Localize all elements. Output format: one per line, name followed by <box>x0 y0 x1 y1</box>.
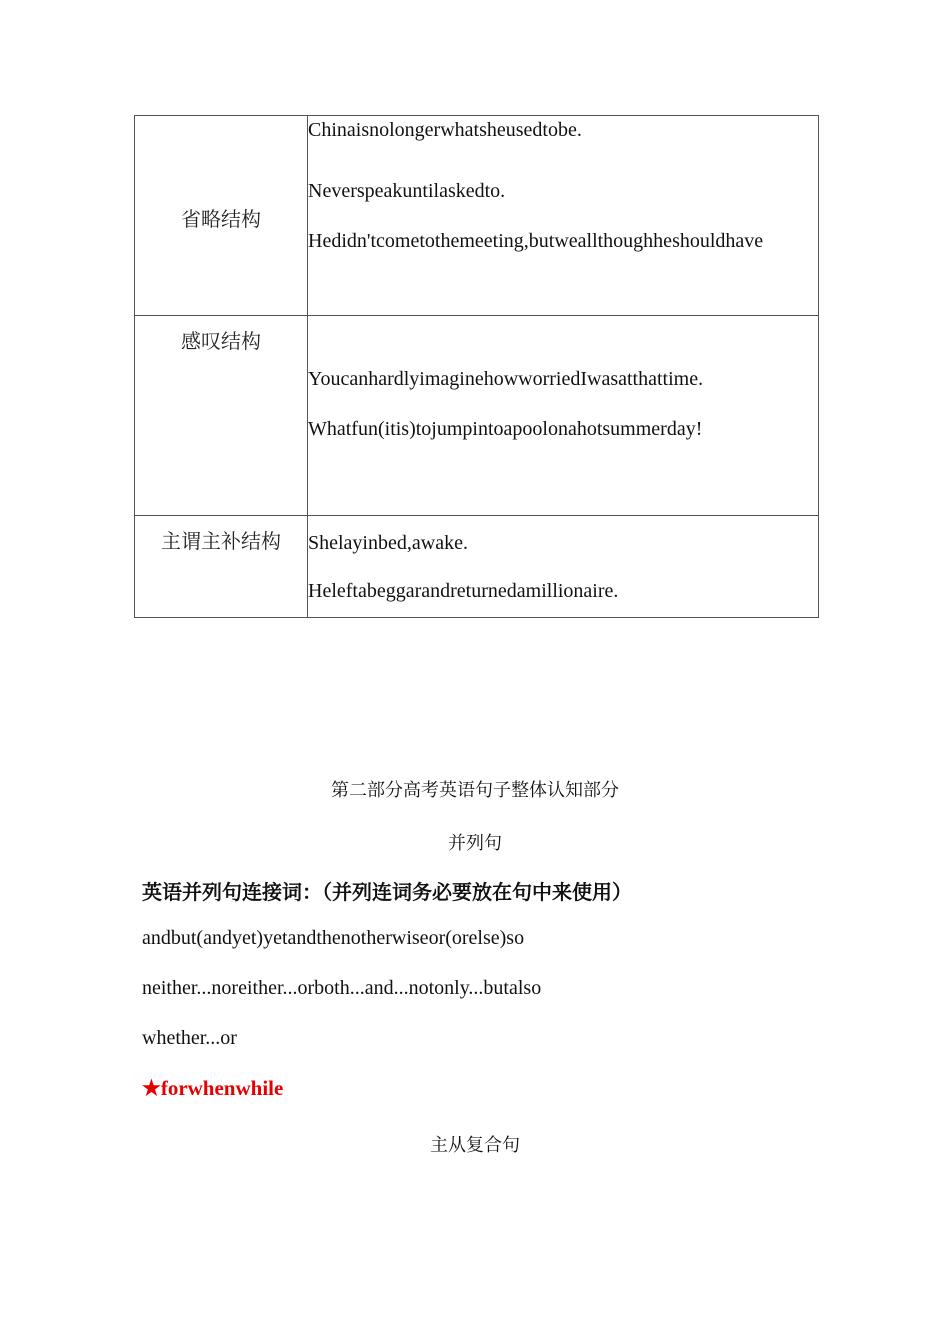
coordinate-sentence-heading: 并列句 <box>448 833 502 854</box>
example-sentence: Neverspeakuntilaskedto. <box>308 180 506 202</box>
star-icon: ★ <box>142 1076 161 1100</box>
table-row <box>135 516 819 618</box>
conjunction-line: andbut(andyet)yetandthenotherwiseor(orelse)so <box>142 927 525 949</box>
highlighted-conjunctions <box>142 1076 283 1101</box>
conjunction-intro: 英语并列句连接词：（并列连词务必要放在句中来使用） <box>142 880 632 904</box>
table-row <box>135 116 819 316</box>
sentence-structure-table <box>134 115 819 618</box>
example-sentence: Shelayinbed,awake. <box>308 532 468 554</box>
example-sentence: Hedidn'tcometothemeeting,butweallthoughheshouldhave <box>308 230 764 252</box>
complex-sentence-heading: 主从复合句 <box>430 1135 520 1156</box>
structure-label: 省略结构 <box>135 116 308 316</box>
example-sentence: Heleftabeggarandreturnedamillionaire. <box>308 580 619 602</box>
conjunction-line: whether...or <box>142 1027 237 1049</box>
conjunction-line: neither...noreither...orboth...and...notonly...butalso <box>142 977 542 999</box>
table-row <box>135 316 819 516</box>
section-title: 第二部分高考英语句子整体认知部分 <box>331 780 619 801</box>
structure-label: 主谓主补结构 <box>135 516 308 618</box>
highlight-text: forwhenwhile <box>160 1076 284 1100</box>
example-sentence: YoucanhardlyimaginehowworriedIwasatthattime. <box>308 368 704 390</box>
example-sentence: Whatfun(itis)tojumpintoapoolonahotsummerday! <box>308 418 703 440</box>
structure-examples <box>308 316 819 516</box>
structure-examples <box>308 516 819 618</box>
structure-examples <box>308 116 819 316</box>
structure-label: 感叹结构 <box>135 316 308 516</box>
example-sentence: Chinaisnolongerwhatsheusedtobe. <box>308 119 582 141</box>
